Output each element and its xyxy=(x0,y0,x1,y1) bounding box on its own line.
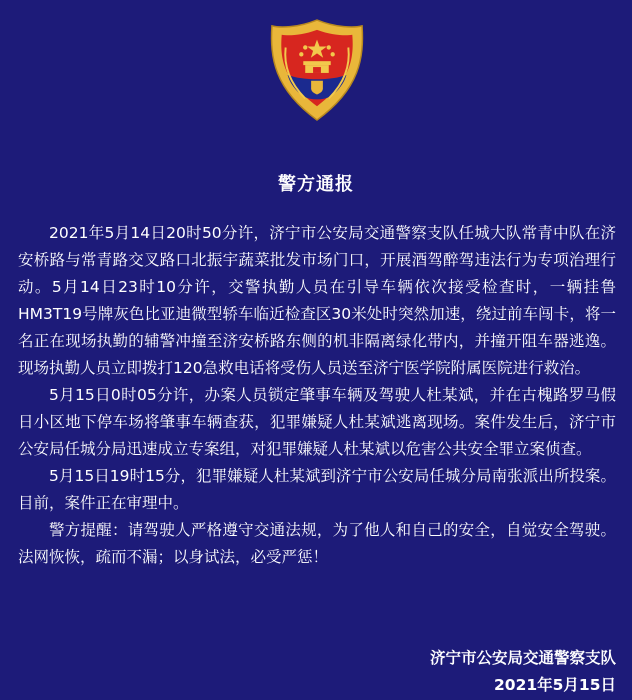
paragraph-investigation: 5月15日0时05分许，办案人员锁定肇事车辆及驾驶人杜某斌，并在古槐路罗马假日小区地下停车场将肇事车辆查获，犯罪嫌疑人杜某斌逃离现场。案件发生后，济宁市公安局任城分局迅速成立专案组，对犯罪嫌疑人杜某斌以危害公共安全罪立案侦查。 xyxy=(18,386,616,458)
paragraph-surrender: 5月15日19时15分，犯罪嫌疑人杜某斌到济宁市公安局任城分局南张派出所投案。目前，案件正在审理中。 xyxy=(18,467,616,512)
page-title: 警方通报 xyxy=(278,174,354,195)
signature-block xyxy=(430,645,616,699)
paragraph-incident: 2021年5月14日20时50分许，济宁市公安局交通警察支队任城大队常青中队在济安桥路与常青路交叉路口北振宇蔬菜批发市场门口，开展酒驾醉驾违法行为专项治理行动。5月14日23时10分许，交警执勤人员在引导车辆依次接受检查时，一辆挂鲁HM3T19号牌灰色比亚迪微型轿车临近检查区30米处时突然加速，绕过前车闯卡，将一名正在现场执勤的辅警冲撞至济安桥路东侧的机非隔离绿化带内，并撞开阻车器逃逸。现场执勤人员立即拨打120急救电话将受伤人员送至济宁医学院附属医院进行救治。 xyxy=(18,224,616,377)
paragraph-reminder: 警方提醒：请驾驶人严格遵守交通法规，为了他人和自己的安全，自觉安全驾驶。法网恢恢，疏而不漏；以身试法，必受严惩！ xyxy=(18,521,616,566)
issuer-name: 济宁市公安局交通警察支队 xyxy=(429,649,616,667)
police-emblem-icon xyxy=(268,18,366,122)
issue-date: 2021年5月15日 xyxy=(494,676,616,694)
notice-body xyxy=(18,220,616,571)
